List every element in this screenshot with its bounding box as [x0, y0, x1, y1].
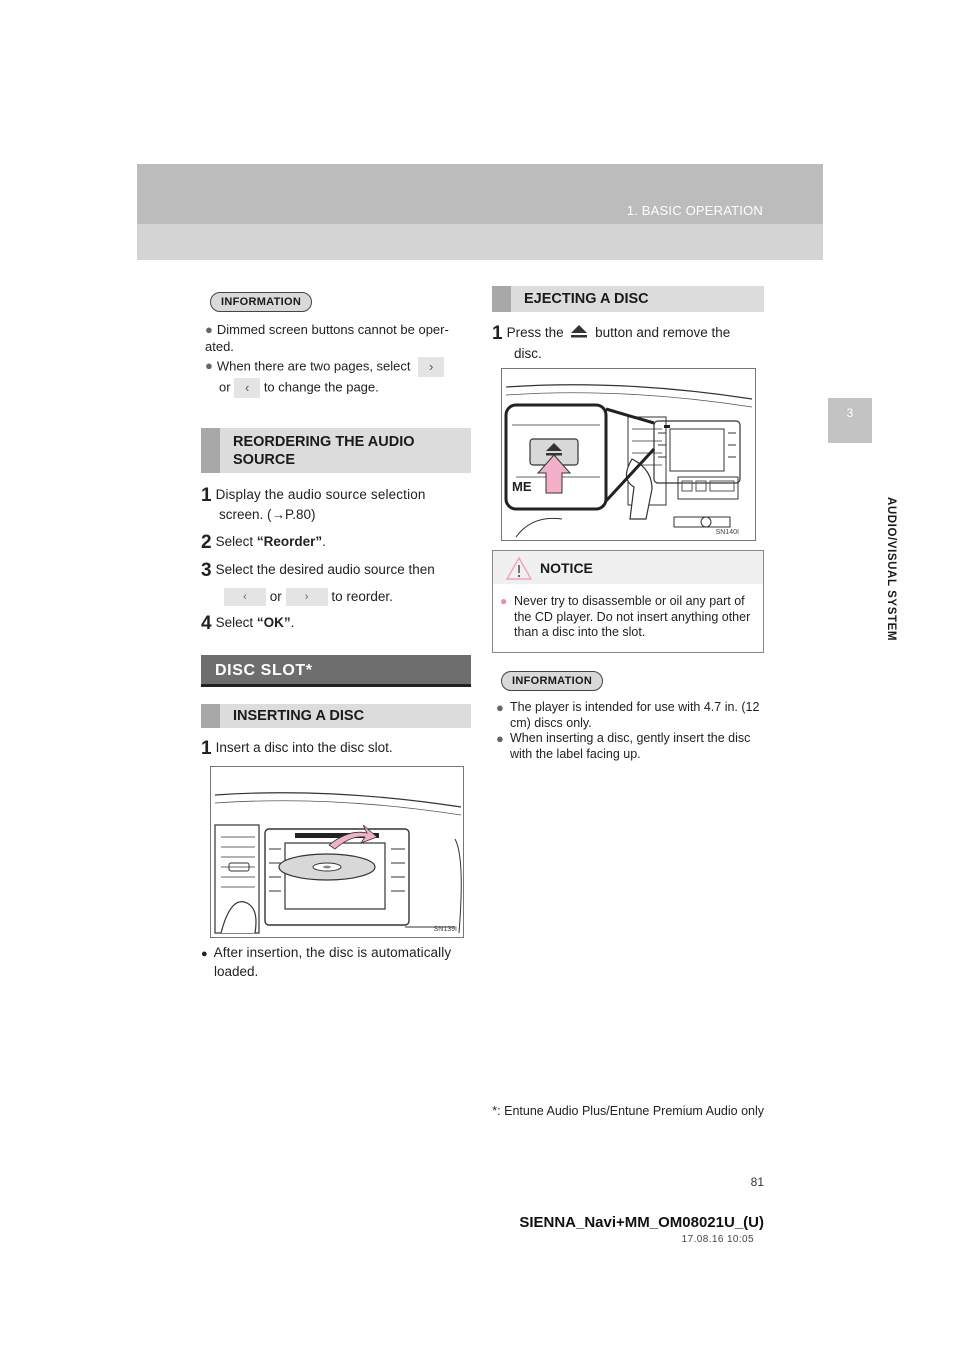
reorder-step-3-line2: ‹ or › to reorder.	[224, 586, 393, 608]
side-tab-label: AUDIO/VISUAL SYSTEM	[885, 496, 897, 642]
insert-note: ● After insertion, the disc is automatically loaded.	[201, 945, 452, 979]
section-inserting	[201, 704, 471, 728]
section-marker	[492, 286, 511, 312]
section-ejecting	[492, 286, 764, 312]
info-bullet-2-tail: to change the page.	[263, 379, 379, 395]
chapter-title: 1. BASIC OPERATION	[626, 203, 763, 218]
notice-body: ● Never try to disassemble or oil any part of the CD player. Do not insert anything other than a disc into the slot.	[500, 594, 751, 639]
page-number: 81	[750, 1175, 764, 1189]
info-bullet-2	[205, 357, 475, 377]
reorder-step-4: 4 Select “OK”.	[201, 613, 295, 634]
info2-bullet-2: ● When inserting a disc, gently insert the disc with the label facing up.	[496, 731, 751, 761]
bullet-icon: ●	[205, 358, 213, 374]
eject-step-1: 1 Press the button and remove the	[492, 323, 731, 344]
info2-bullet-1: ● The player is intended for use with 4.7 in. (12 cm) discs only.	[496, 700, 760, 730]
disc-slot-heading	[201, 655, 471, 687]
section-title: REORDERING THE AUDIO SOURCE	[233, 434, 415, 468]
figure-label: ME	[512, 479, 532, 494]
info-bullet-2-text: When there are two pages, select	[216, 358, 411, 374]
info-bullet-1	[205, 321, 475, 355]
chevron-right-icon: ›	[418, 357, 444, 377]
document-timestamp: 17.08.16 10:05	[681, 1234, 754, 1245]
eject-step-1-line2: disc.	[514, 346, 542, 361]
dashboard-eject-illustration	[502, 369, 757, 542]
side-tab-number: 3	[846, 406, 854, 420]
warning-triangle-icon	[506, 557, 532, 580]
reorder-step-2: 2 Select “Reorder”.	[201, 532, 326, 553]
info-label: INFORMATION	[501, 671, 603, 691]
bullet-icon: ●	[496, 700, 504, 715]
reorder-step-1: 1 Display the audio source selection	[201, 485, 426, 506]
chevron-right-icon: ›	[286, 588, 328, 606]
document-id: SIENNA_Navi+MM_OM08021U_(U)	[519, 1214, 764, 1231]
chevron-left-icon: ‹	[224, 588, 266, 606]
section-marker	[201, 704, 220, 728]
info-badge-2	[501, 671, 603, 691]
reorder-step-1-line2: screen. (→P.80)	[219, 507, 316, 522]
info-label: INFORMATION	[210, 292, 312, 312]
footnote: *: Entune Audio Plus/Entune Premium Audio only	[492, 1104, 764, 1118]
figure-code: SN140I	[715, 529, 739, 536]
chevron-left-icon: ‹	[234, 378, 260, 398]
section-marker	[201, 428, 220, 473]
eject-icon	[570, 324, 588, 338]
bullet-icon: ●	[500, 594, 508, 608]
section-title: INSERTING A DISC	[233, 708, 365, 724]
info-bullet-1-text: Dimmed screen buttons cannot be oper- ated.	[205, 322, 449, 354]
info-bullet-2-line2	[219, 378, 379, 398]
insert-step-1: 1 Insert a disc into the disc slot.	[201, 738, 393, 759]
dashboard-disc-illustration	[211, 767, 465, 939]
bullet-icon: ●	[496, 731, 504, 746]
figure-eject-disc	[501, 368, 756, 541]
header-subband	[137, 224, 823, 260]
notice-title: NOTICE	[540, 560, 593, 576]
section-title: EJECTING A DISC	[524, 291, 649, 307]
figure-insert-disc	[210, 766, 464, 938]
info-badge	[210, 292, 312, 312]
figure-code: SN139I	[433, 926, 457, 933]
reorder-step-3: 3 Select the desired audio source then	[201, 560, 435, 581]
disc-slot-title: DISC SLOT*	[215, 662, 313, 679]
side-tab	[828, 398, 872, 443]
or-text: or	[219, 379, 231, 395]
bullet-icon: ●	[205, 322, 213, 337]
section-reorder	[201, 428, 471, 473]
